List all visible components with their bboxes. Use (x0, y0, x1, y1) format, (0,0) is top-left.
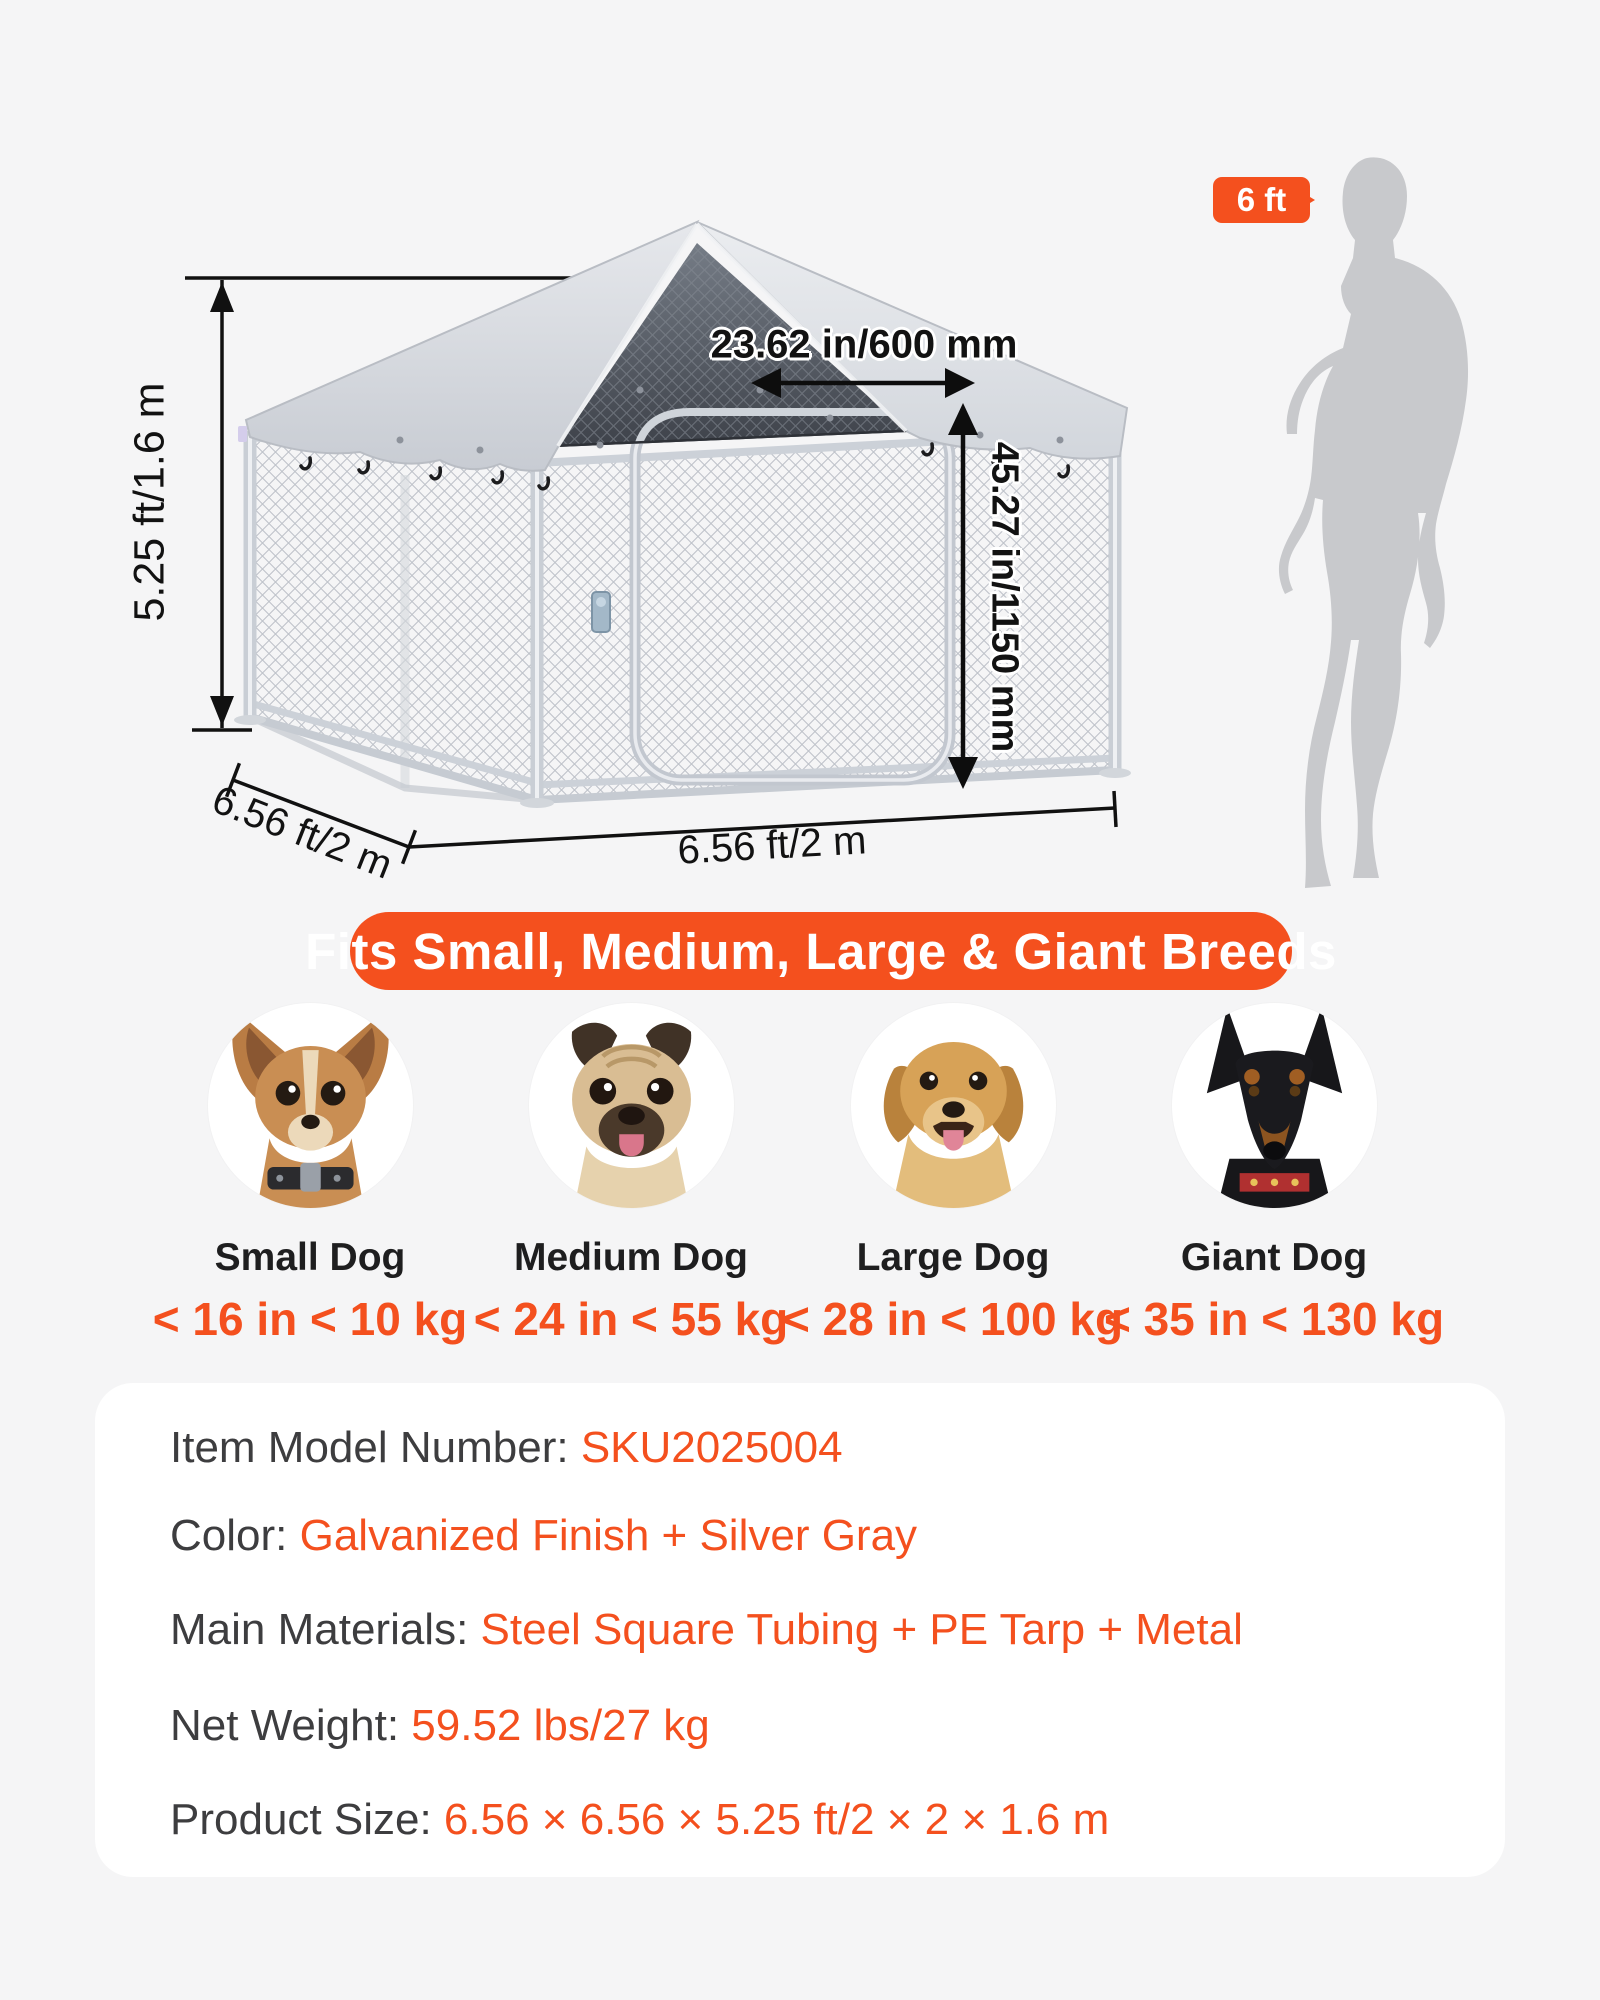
door-height-dimension-label: 45.27 in/1150 mm (983, 441, 1026, 753)
spec-label: Item Model Number: (170, 1423, 581, 1472)
spec-card (95, 1383, 1505, 1877)
breed-name: Small Dog (214, 1236, 406, 1279)
door-latch-icon (592, 592, 610, 632)
spec-label: Product Size: (170, 1795, 444, 1844)
medium-dog-photo (529, 1003, 734, 1208)
breed-column-medium-dog (470, 1003, 792, 1346)
height-dimension-label: 5.25 ft/1.6 m (125, 382, 174, 622)
giant-dog-photo (1172, 1003, 1377, 1208)
breed-name: Large Dog (856, 1236, 1050, 1279)
breeds-banner (305, 912, 1337, 990)
tarp-tag (238, 426, 247, 442)
width-dimension-label: 6.56 ft/2 m (676, 818, 868, 873)
depth-dimension-label: 6.56 ft/2 m (206, 777, 399, 888)
doberman-icon (1172, 1003, 1377, 1208)
spec-label: Net Weight: (170, 1701, 412, 1750)
breed-column-large-dog (782, 1003, 1124, 1346)
small-dog-photo (208, 1003, 413, 1208)
door-width-dimension-label: 23.62 in/600 mm (710, 322, 1018, 367)
person-silhouette (1255, 148, 1495, 908)
chihuahua-icon (208, 1003, 413, 1208)
spec-row-model-number (170, 1423, 843, 1471)
breed-name: Medium Dog (514, 1236, 748, 1279)
breed-name: Giant Dog (1180, 1236, 1368, 1279)
badge-pointer-icon (1300, 191, 1324, 209)
breeds-banner-text: Fits Small, Medium, Large & Giant Breeds (305, 922, 1337, 980)
breed-size-limit: < 16 in < 10 kg (152, 1293, 468, 1345)
spec-label: Color: (170, 1511, 300, 1560)
spec-row-materials (170, 1605, 1243, 1653)
person-height-badge (1213, 177, 1310, 223)
spec-value: SKU2025004 (580, 1423, 843, 1472)
breed-column-giant-dog (1103, 1003, 1445, 1346)
pug-icon (529, 1003, 734, 1208)
large-dog-photo (851, 1003, 1056, 1208)
breed-size-limit: < 24 in < 55 kg (473, 1293, 789, 1345)
golden-retriever-icon (851, 1003, 1056, 1208)
spec-label: Main Materials: (170, 1605, 481, 1654)
spec-row-net-weight (170, 1701, 710, 1749)
spec-value: 59.52 lbs/27 kg (411, 1701, 710, 1750)
breed-size-limit: < 28 in < 100 kg (782, 1293, 1124, 1345)
person-height-badge-label: 6 ft (1236, 181, 1287, 218)
spec-value: Galvanized Finish + Silver Gray (299, 1511, 918, 1560)
spec-value: Steel Square Tubing + PE Tarp + Metal (480, 1605, 1243, 1654)
breed-size-limit: < 35 in < 130 kg (1103, 1293, 1445, 1345)
spec-value: 6.56 × 6.56 × 5.25 ft/2 × 2 × 1.6 m (443, 1795, 1110, 1844)
spec-row-product-size (170, 1795, 1109, 1843)
spec-row-color (170, 1511, 917, 1559)
breed-column-small-dog (149, 1003, 471, 1346)
